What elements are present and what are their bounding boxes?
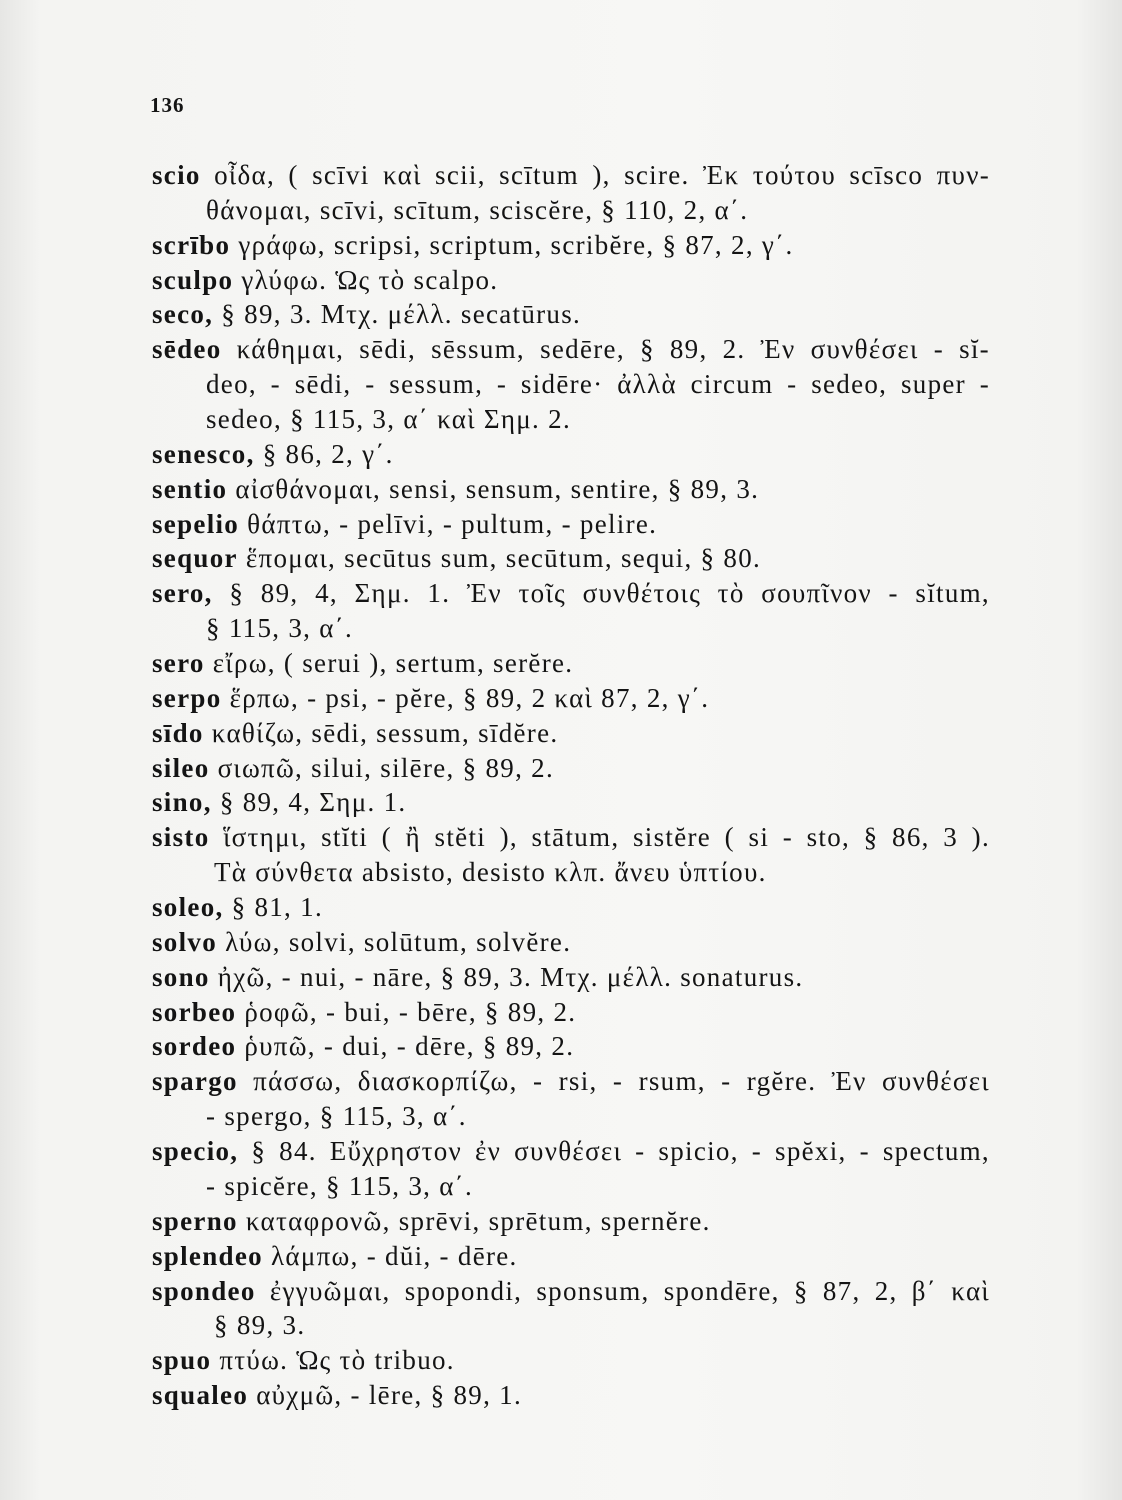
entry-first-line bbox=[152, 646, 990, 681]
entry-headword: squaleo bbox=[152, 1380, 249, 1411]
entry-continuation-line: sedeo, § 115, 3, α΄ καὶ Σημ. 2. bbox=[206, 404, 571, 435]
dictionary-entry-spargo bbox=[152, 1064, 990, 1134]
entry-first-line bbox=[152, 576, 990, 611]
entry-headword: sero, bbox=[152, 578, 213, 609]
entry-first-line bbox=[152, 925, 990, 960]
dictionary-entry-spondeo bbox=[152, 1274, 990, 1344]
dictionary-entry-senesco bbox=[152, 437, 990, 472]
entry-definition-text: ἕρπω, - psi, - pĕre, § 89, 2 καὶ 87, 2, γ΄. bbox=[229, 682, 710, 713]
entry-headword: solvo bbox=[152, 926, 218, 957]
dictionary-entry-serpo bbox=[152, 681, 990, 716]
entry-headword: sēdeo bbox=[152, 334, 222, 365]
entry-continuation-line: - spergo, § 115, 3, α΄. bbox=[206, 1101, 467, 1132]
entry-first-line bbox=[152, 541, 990, 576]
dictionary-entry-spuo bbox=[152, 1343, 990, 1378]
entry-definition-text: οἶδα, ( scīvi καὶ scii, scītum ), scire. Ἐκ τούτου scīsco πυν- bbox=[214, 160, 990, 190]
entry-definition-text: πτύω. Ὡς τὸ tribuo. bbox=[219, 1345, 455, 1376]
page-number: 136 bbox=[150, 93, 185, 117]
entry-definition-text: ῥοφῶ, - bui, - bēre, § 89, 2. bbox=[244, 996, 577, 1027]
entry-first-line bbox=[152, 1204, 990, 1239]
entry-continuation-line: Τὰ σύνθετα absisto, desisto κλπ. ἄνευ ὑπτίου. bbox=[214, 857, 767, 888]
entry-definition-text: ἠχῶ, - nui, - nāre, § 89, 3. Μτχ. μέλλ. sonaturus. bbox=[217, 961, 804, 992]
dictionary-entry-sordeo bbox=[152, 1029, 990, 1064]
entry-first-line bbox=[152, 228, 990, 263]
entry-first-line bbox=[152, 1239, 990, 1274]
entry-continuation-line: deo, - sēdi, - sessum, - sidēre· ἀλλὰ circum - sedeo, super - bbox=[206, 369, 990, 400]
entry-definition-text: θάπτω, - pelīvi, - pultum, - pelire. bbox=[247, 508, 658, 539]
entry-definition-text: § 86, 2, γ΄. bbox=[262, 438, 394, 469]
dictionary-entry-sero-1 bbox=[152, 576, 990, 646]
entry-first-line bbox=[152, 960, 990, 995]
entry-first-line bbox=[152, 785, 990, 820]
entry-headword: sequor bbox=[152, 543, 238, 574]
entry-first-line bbox=[152, 820, 990, 855]
entry-first-line bbox=[152, 751, 990, 786]
entry-first-line bbox=[152, 437, 990, 472]
dictionary-text-block bbox=[152, 158, 990, 1413]
entry-headword: spargo bbox=[152, 1066, 238, 1097]
dictionary-entry-scribo bbox=[152, 228, 990, 263]
entry-continuation-line: θάνομαι, scīvi, scītum, sciscĕre, § 110, 2, α΄. bbox=[206, 194, 749, 225]
entry-headword: sīdo bbox=[152, 717, 204, 748]
entry-headword: sileo bbox=[152, 752, 210, 783]
entry-definition-text: ῥυπῶ, - dui, - dēre, § 89, 2. bbox=[244, 1031, 575, 1062]
entry-definition-text: γλύφω. Ὡς τὸ scalpo. bbox=[241, 264, 499, 295]
entry-first-line bbox=[152, 1029, 990, 1064]
entry-definition-text: καθίζω, sēdi, sessum, sīdĕre. bbox=[211, 717, 559, 748]
entry-first-line bbox=[152, 297, 990, 332]
dictionary-entry-sculpo bbox=[152, 263, 990, 298]
entry-headword: spondeo bbox=[152, 1275, 256, 1306]
entry-first-line bbox=[152, 263, 990, 298]
entry-definition-text: κάθημαι, sēdi, sēssum, sedēre, § 89, 2. Ἐν συνθέσει - sĭ- bbox=[236, 334, 990, 365]
dictionary-entry-sisto bbox=[152, 820, 990, 890]
entry-headword: senesco, bbox=[152, 438, 255, 469]
entry-first-line bbox=[152, 158, 990, 193]
entry-headword: sordeo bbox=[152, 1031, 237, 1062]
entry-headword: sorbeo bbox=[152, 996, 237, 1027]
entry-headword: sono bbox=[152, 961, 210, 992]
dictionary-entry-squaleo bbox=[152, 1378, 990, 1413]
entry-headword: serpo bbox=[152, 682, 222, 713]
entry-definition-text: εἴρω, ( serui ), sertum, serĕre. bbox=[212, 648, 574, 679]
entry-headword: splendeo bbox=[152, 1240, 263, 1271]
entry-headword: sculpo bbox=[152, 264, 234, 295]
dictionary-entry-sepelio bbox=[152, 507, 990, 542]
entry-definition-text: ἕπομαι, secūtus sum, secūtum, sequi, § 80. bbox=[245, 543, 762, 574]
entry-first-line bbox=[152, 1378, 990, 1413]
entry-headword: spuo bbox=[152, 1345, 212, 1376]
entry-first-line bbox=[152, 332, 990, 367]
dictionary-entry-scio bbox=[152, 158, 990, 228]
entry-first-line bbox=[152, 1134, 990, 1169]
entry-definition-text: γράφω, scripsi, scriptum, scribĕre, § 87, 2, γ΄. bbox=[238, 229, 794, 260]
entry-headword: sperno bbox=[152, 1205, 238, 1236]
dictionary-entry-sero-2 bbox=[152, 646, 990, 681]
entry-first-line bbox=[152, 1064, 990, 1099]
entry-headword: sepelio bbox=[152, 508, 240, 539]
entry-headword: sentio bbox=[152, 473, 228, 504]
dictionary-entry-sino bbox=[152, 785, 990, 820]
entry-headword: soleo, bbox=[152, 892, 224, 923]
entry-definition-text: λύω, solvi, solūtum, solvĕre. bbox=[225, 926, 572, 957]
entry-first-line bbox=[152, 995, 990, 1030]
entry-definition-text: § 89, 4, Σημ. 1. Ἐν τοῖς συνθέτοις τὸ σουπῖνον - sĭtum, bbox=[229, 578, 990, 609]
entry-headword: seco, bbox=[152, 299, 214, 330]
dictionary-entry-splendeo bbox=[152, 1239, 990, 1274]
entry-headword: scrībo bbox=[152, 229, 231, 260]
dictionary-entry-sequor bbox=[152, 541, 990, 576]
entry-first-line bbox=[152, 681, 990, 716]
entry-definition-text: § 84. Εὔχρηστον ἐν συνθέσει - spicio, - spĕxi, - spectum, bbox=[251, 1136, 990, 1167]
entry-continuation-line: § 115, 3, α΄. bbox=[206, 613, 354, 644]
entry-definition-text: § 81, 1. bbox=[231, 892, 324, 923]
entry-headword: sero bbox=[152, 648, 205, 679]
dictionary-entry-solvo bbox=[152, 925, 990, 960]
entry-continuation-line: - spicĕre, § 115, 3, α΄. bbox=[206, 1170, 474, 1201]
entry-first-line bbox=[152, 890, 990, 925]
entry-definition-text: § 89, 4, Σημ. 1. bbox=[219, 787, 407, 818]
dictionary-entry-sido bbox=[152, 716, 990, 751]
entry-headword: specio, bbox=[152, 1136, 239, 1167]
entry-first-line bbox=[152, 507, 990, 542]
entry-continuation-line: § 89, 3. bbox=[214, 1310, 306, 1341]
entry-definition-text: σιωπῶ, silui, silēre, § 89, 2. bbox=[217, 752, 555, 783]
dictionary-entry-sedeo bbox=[152, 332, 990, 437]
entry-definition-text: ἐγγυῶμαι, spopondi, sponsum, spondēre, § 87, 2, β΄ καὶ bbox=[269, 1275, 990, 1306]
entry-definition-text: ἵστημι, stĭti ( ἢ stĕti ), stātum, sistĕre ( si - sto, § 86, 3 ). bbox=[223, 822, 990, 853]
dictionary-entry-sono bbox=[152, 960, 990, 995]
entry-headword: sisto bbox=[152, 822, 210, 853]
entry-headword: scio bbox=[152, 160, 201, 190]
dictionary-entry-soleo bbox=[152, 890, 990, 925]
entry-first-line bbox=[152, 472, 990, 507]
entry-definition-text: § 89, 3. Μτχ. μέλλ. secatūrus. bbox=[221, 299, 582, 330]
dictionary-entry-specio bbox=[152, 1134, 990, 1204]
entry-first-line bbox=[152, 1274, 990, 1309]
entry-definition-text: καταφρονῶ, sprēvi, sprētum, spernĕre. bbox=[245, 1205, 711, 1236]
entry-definition-text: πάσσω, διασκορπίζω, - rsi, - rsum, - rgĕre. Ἐν συνθέσει bbox=[253, 1066, 990, 1097]
entry-first-line bbox=[152, 716, 990, 751]
entry-first-line bbox=[152, 1343, 990, 1378]
dictionary-entry-sentio bbox=[152, 472, 990, 507]
dictionary-entry-seco bbox=[152, 297, 990, 332]
entry-headword: sino, bbox=[152, 787, 212, 818]
entry-definition-text: αἰσθάνομαι, sensi, sensum, sentire, § 89, 3. bbox=[235, 473, 760, 504]
dictionary-entry-sileo bbox=[152, 751, 990, 786]
dictionary-entry-sorbeo bbox=[152, 995, 990, 1030]
entry-definition-text: αὐχμῶ, - lēre, § 89, 1. bbox=[256, 1380, 523, 1411]
entry-definition-text: λάμπω, - dŭi, - dēre. bbox=[271, 1240, 518, 1271]
dictionary-entry-sperno bbox=[152, 1204, 990, 1239]
